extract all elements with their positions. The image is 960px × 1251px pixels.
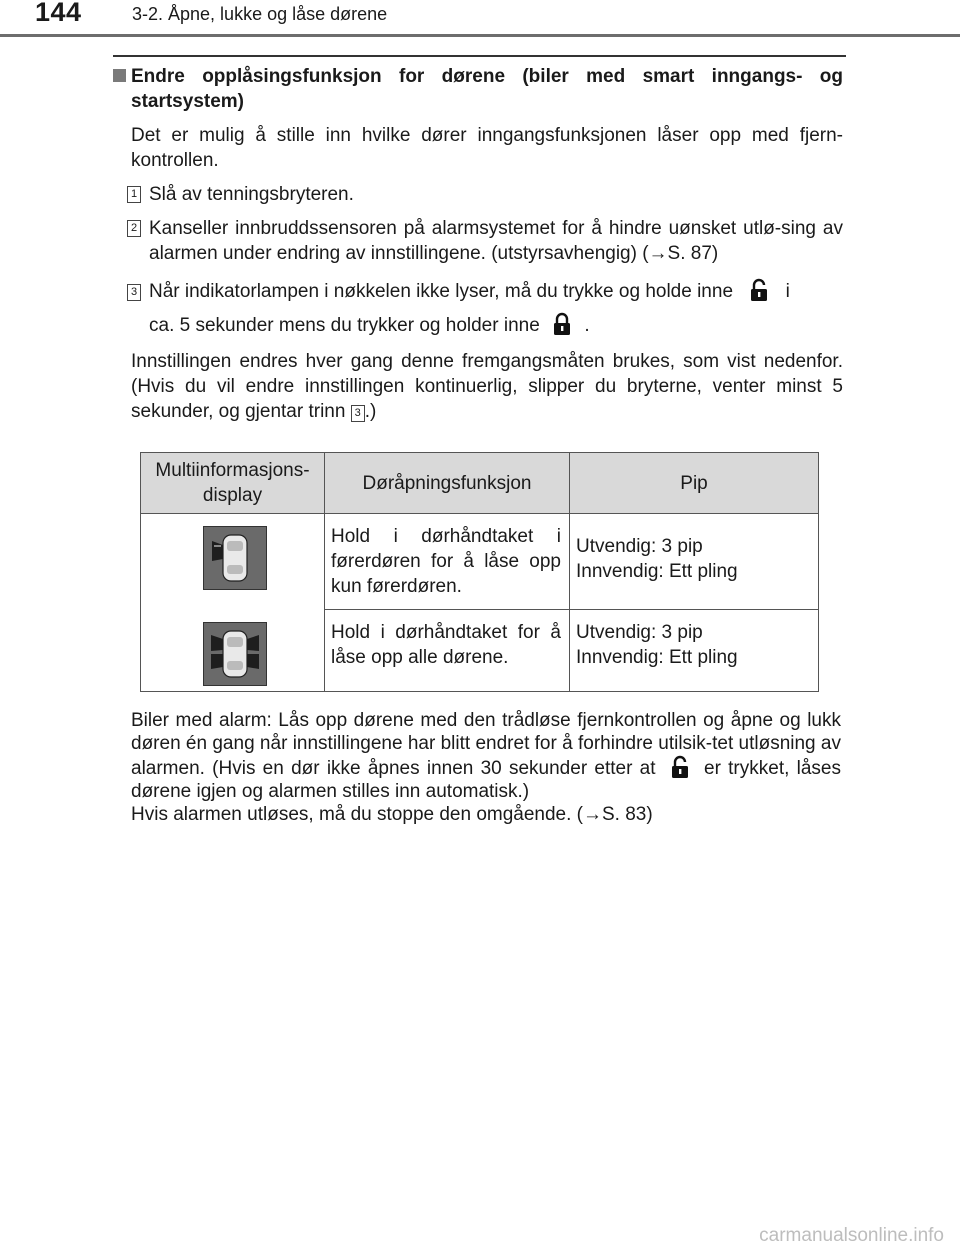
- action-cell: Hold i dørhåndtaket i førerdøren for å låse opp kun førerdøren.: [325, 514, 570, 610]
- lock-button-icon: [551, 312, 573, 336]
- step-number: 1: [127, 186, 141, 203]
- alarm-stop-text: Hvis alarmen utløses, må du stoppe den omgående. (→S. 83): [131, 804, 653, 825]
- car-all-doors-icon: [203, 622, 267, 686]
- beep-inside: Innvendig: Ett pling: [576, 647, 738, 668]
- step-text: Når indikatorlampen i nøkkelen ikke lyser, må du trykke og holde inne: [149, 281, 734, 302]
- step-text: Kanseller innbruddssensoren på alarmsystemet for å hindre uønsket utlø-sing av alarmen under endring av innstillingene. (utstyrsavhengig) (→S. 87): [149, 218, 843, 264]
- column-header: Pip: [570, 453, 819, 514]
- watermark: carmanualsonline.info: [759, 1225, 944, 1246]
- settings-table: [140, 452, 819, 692]
- section-divider: [113, 55, 846, 57]
- step-2: [130, 216, 843, 266]
- intro-paragraph: Det er mulig å stille inn hvilke dører inngangsfunksjonen låser opp med fjern-kontrollen.: [131, 125, 843, 171]
- table-header-row: [141, 453, 819, 514]
- step-number: 3: [127, 284, 141, 301]
- note-text: Innstillingen endres hver gang denne fremgangsmåten brukes, som vist nedenfor. (Hvis du vil endre innstillingen kontinuerlig, slipper du bryterne, venter minst 5 sekunder, og gjentar trinn: [131, 351, 843, 422]
- column-header: Multiinformasjons-display: [141, 453, 325, 514]
- unlock-button-icon: [748, 278, 770, 302]
- page-header: [0, 0, 960, 38]
- beep-inside: Innvendig: Ett pling: [576, 561, 738, 582]
- beep-outside: Utvendig: 3 pip: [576, 622, 703, 643]
- heading-text: Endre opplåsingsfunksjon for dørene (biler med smart inngangs- og startsystem): [131, 66, 843, 112]
- beep-cell: [570, 514, 819, 610]
- alarm-note: [131, 709, 841, 826]
- alarm-text: Biler med alarm: Lås opp dørene med den trådløse fjernkontrollen og åpne og lukk døren én gang når innstillingene har blitt endret for å forhindre utilsik-tet utløsning av alarmen. (Hvis en dør ikke åpnes innen 30 sekunder etter at: [131, 710, 841, 779]
- alarm-text-continued: er trykket, låses dørene igjen og alarmen stilles inn automatisk.): [131, 758, 841, 802]
- display-cell: [141, 514, 325, 692]
- note-text-end: .): [364, 401, 377, 422]
- column-header: Døråpningsfunksjon: [325, 453, 570, 514]
- section-content: [113, 64, 843, 424]
- section-heading: [113, 64, 843, 114]
- car-driver-door-icon: [203, 526, 267, 590]
- action-cell: Hold i dørhåndtaket for å låse opp alle dørene.: [325, 610, 570, 692]
- chapter-title: 3-2. Åpne, lukke og låse dørene: [132, 4, 388, 24]
- step-1: [130, 182, 843, 207]
- square-bullet-icon: [113, 69, 126, 82]
- beep-outside: Utvendig: 3 pip: [576, 536, 703, 557]
- header-rule: [0, 34, 960, 37]
- step-number: 2: [127, 220, 141, 237]
- step-text: Slå av tenningsbryteren.: [149, 184, 354, 205]
- note-paragraph: [131, 349, 843, 424]
- unlock-button-icon: [669, 755, 691, 779]
- page-number: 144: [35, 0, 82, 27]
- beep-cell: [570, 610, 819, 692]
- step-text: i: [785, 281, 790, 302]
- table-row: [141, 514, 819, 610]
- step-text: .: [584, 315, 590, 336]
- step-ref-number: 3: [351, 405, 365, 422]
- step-text: ca. 5 sekunder mens du trykker og holder inne: [149, 315, 540, 336]
- step-3: [130, 275, 843, 343]
